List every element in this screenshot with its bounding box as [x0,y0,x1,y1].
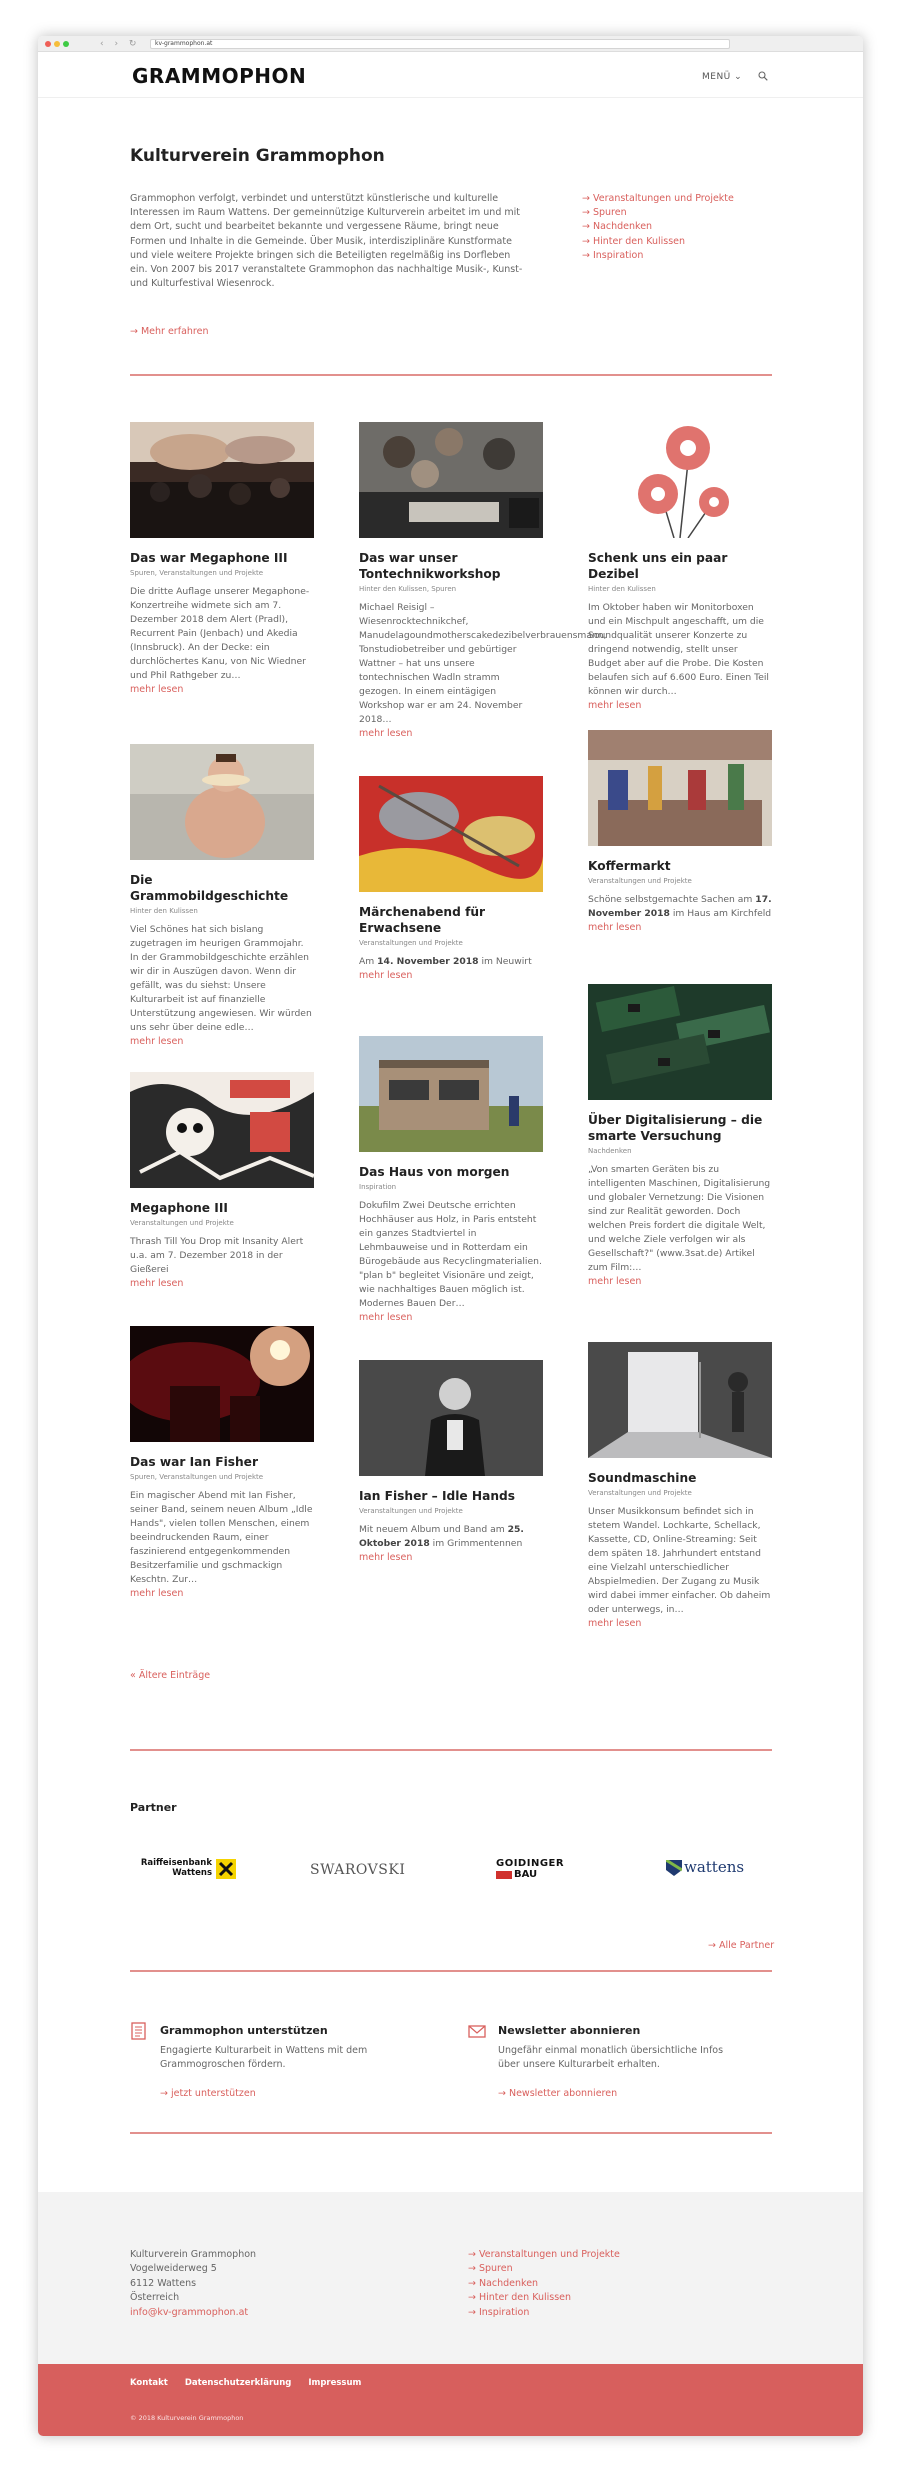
bottom-bar [38,2364,863,2436]
post-meta[interactable]: Veranstaltungen und Projekte [359,1507,463,1515]
post-card [359,422,607,741]
address-line: Vogelweiderweg 5 [130,2263,217,2275]
read-more-link[interactable]: mehr lesen [588,1618,642,1629]
post-title[interactable]: Das war Ian Fisher [130,1455,258,1469]
newsletter-abonnieren-link[interactable]: → Newsletter abonnieren [498,2088,618,2099]
browser-chrome [38,36,863,52]
post-meta[interactable]: Hinter den Kulissen [130,907,198,915]
post-excerpt: Im Oktober haben wir Monitorboxen und ein Mischpult angeschafft, um die Soundqualität unserer Konzerte zu dringend notwendig, stellt unser Budget aber auf die Probe. Die Kosten belaufen sich auf 6.600 Euro. Einen Teil können wir durch… [588,602,769,697]
post-meta[interactable]: Inspiration [359,1183,397,1191]
post-card [588,1342,772,1631]
post-thumbnail[interactable] [588,1342,772,1458]
envelope-icon [468,2022,486,2040]
minimize-window-icon[interactable] [54,41,60,47]
post-excerpt: Am 14. November 2018 im Neuwirt [359,956,532,967]
page-title: Kulturverein Grammophon [130,146,385,166]
divider [130,1749,772,1751]
divider [130,1970,772,1972]
post-thumbnail[interactable] [588,422,772,538]
post-card [588,422,772,713]
footer-link[interactable]: → Nachdenken [468,2277,539,2289]
post-thumbnail[interactable] [130,1326,314,1442]
post-thumbnail[interactable] [359,776,543,892]
post-thumbnail[interactable] [130,422,314,538]
partner-logo-goidinger[interactable] [496,1858,596,1884]
post-title[interactable]: Das war unser Tontechnikworkshop [359,551,501,581]
read-more-link[interactable]: mehr lesen [588,1276,642,1287]
post-title[interactable]: Schenk uns ein paar Dezibel [588,551,728,581]
post-thumbnail[interactable] [130,1072,314,1188]
post-title[interactable]: Märchenabend für Erwachsene [359,905,486,935]
post-meta[interactable]: Veranstaltungen und Projekte [130,1219,234,1227]
divider [130,2132,772,2134]
wattens-shield-icon [666,1860,682,1876]
post-thumbnail[interactable] [359,1036,543,1152]
post-meta[interactable]: Hinter den Kulissen, Spuren [359,585,457,593]
datenschutz-link[interactable]: Datenschutzerklärung [184,2378,292,2388]
search-icon[interactable] [758,71,768,81]
post-excerpt: Die dritte Auflage unserer Megaphone-Konzertreihe widmete sich am 7. Dezember 2018 dem Alert (Pradl), Recurrent Pain (Jenbach) und Akedia (Innsbruck). An der Decke: ein durchlöchertes Kanu, von Nic Wiedner und Phil Rathgeber zu… [130,586,310,681]
post-title[interactable]: Das Haus von morgen [359,1165,510,1179]
read-more-link[interactable]: mehr lesen [359,728,413,739]
cta-text: Ungefähr einmal monatlich übersichtliche Infos über unsere Kulturarbeit erhalten. [498,2045,724,2070]
address-line: 6112 Wattens [130,2277,197,2289]
post-card [130,744,314,1049]
email-link[interactable]: info@kv-grammophon.at [130,2306,249,2318]
read-more-link[interactable]: mehr lesen [588,922,642,933]
browser-window [38,36,863,2436]
post-thumbnail[interactable] [359,422,543,538]
post-excerpt: „Von smarten Geräten bis zu intelligenten Maschinen, Digitalisierung und globaler Vernetzung: Die Visionen sind zur Realität geworden. Doch welchen Preis fordert die digitale Welt, und welche Ziele verfolgen wir als Gesellschaft?" (www.3sat.de) Artikel zum Film:… [588,1164,771,1273]
post-meta[interactable]: Veranstaltungen und Projekte [359,939,463,947]
copyright: © 2018 Kulturverein Grammophon [130,2414,244,2422]
footer-category-links [468,2248,620,2320]
partner-logo-raiffeisen[interactable] [130,1858,250,1884]
footer-link[interactable]: → Spuren [468,2263,513,2275]
post-title[interactable]: Megaphone III [130,1201,228,1215]
category-link[interactable]: → Veranstaltungen und Projekte [582,193,734,204]
post-title[interactable]: Ian Fisher – Idle Hands [359,1489,515,1503]
address-line: Österreich [130,2292,180,2304]
raiffeisen-logo-text: Raiffeisenbank [140,1858,212,1868]
goidinger-flag-icon [496,1871,512,1879]
partner-logo-swarovski[interactable]: SWAROVSKI [310,1862,406,1878]
partner-heading: Partner [130,1801,177,1814]
post-meta[interactable]: Spuren, Veranstaltungen und Projekte [130,1473,264,1481]
post-card [359,1360,543,1565]
site-header [38,52,863,98]
post-card [359,776,543,983]
footer-link[interactable]: → Inspiration [468,2306,530,2318]
post-excerpt: Thrash Till You Drop mit Insanity Alert u.a. am 7. Dezember 2018 in der Gießerei [130,1236,304,1275]
post-title[interactable]: Soundmaschine [588,1471,697,1485]
menu-button[interactable] [702,72,742,82]
cta-text: Engagierte Kulturarbeit in Wattens mit dem Grammogroschen fördern. [160,2045,368,2070]
post-meta[interactable]: Spuren, Veranstaltungen und Projekte [130,569,264,577]
post-excerpt: Ein magischer Abend mit Ian Fisher, seiner Band, seinem neuen Album „Idle Hands", vielen tollen Menschen, einem beeindruckenden Raum, einer faszinierend entgegenkommenden Besitzerfamilie und gschmackign Keschtn. Zur… [130,1490,313,1585]
footer-link[interactable]: → Hinter den Kulissen [468,2292,572,2304]
goidinger-logo-text: GOIDINGER [496,1858,565,1869]
footer-link[interactable]: → Veranstaltungen und Projekte [468,2249,620,2260]
post-thumbnail[interactable] [588,730,772,846]
post-title[interactable]: Die Grammobildgeschichte [130,873,289,903]
cta-title: Newsletter abonnieren [498,2024,641,2037]
post-card [359,1036,543,1325]
raiffeisen-cross-icon [216,1859,236,1879]
category-link[interactable]: → Spuren [582,207,627,219]
chevron-down-icon: ⌄ [734,72,743,82]
mehr-erfahren-link[interactable]: → Mehr erfahren [130,326,209,337]
post-thumbnail[interactable] [359,1360,543,1476]
partner-logo-wattens[interactable] [666,1858,776,1884]
alle-partner-link[interactable]: → Alle Partner [708,1940,775,1951]
older-entries-link[interactable]: « Ältere Einträge [130,1670,211,1681]
read-more-link[interactable]: mehr lesen [130,1588,184,1599]
close-window-icon[interactable] [45,41,51,47]
post-card [130,1326,314,1601]
post-excerpt: Dokufilm Zwei Deutsche errichten Hochhäuser aus Holz, in Paris entsteht ein ganzes Stadtviertel in Lehmbauweise und in Rotterdam ein Bürogebäude aus Recyclingmaterialien. "plan b" begleitet Visionäre und zeigt, wie nachhaltiges Bauen möglich ist. Modernes Bauen Der… [359,1200,542,1309]
site-logo[interactable]: GRAMMOPHON [132,64,307,88]
raiffeisen-logo-text: Wattens [172,1868,212,1878]
footer-address [130,2248,256,2320]
jetzt-unterstuetzen-link[interactable]: → jetzt unterstützen [160,2088,256,2099]
post-card [130,422,314,697]
category-link[interactable]: → Hinter den Kulissen [582,235,686,247]
post-thumbnail[interactable] [130,744,314,860]
browser-nav-icons[interactable]: ‹ › ↻ [100,39,141,49]
read-more-link[interactable]: mehr lesen [588,700,642,711]
post-card [588,730,772,935]
read-more-link[interactable]: mehr lesen [359,970,413,981]
post-title[interactable]: Das war Megaphone III [130,551,288,565]
post-meta[interactable]: Veranstaltungen und Projekte [588,877,692,885]
post-title[interactable]: Koffermarkt [588,859,671,873]
cta-title: Grammophon unterstützen [160,2024,328,2037]
read-more-link[interactable]: mehr lesen [130,1036,184,1047]
category-link[interactable]: → Nachdenken [582,221,653,233]
maximize-window-icon[interactable] [63,41,69,47]
menu-label: MENÜ [702,72,731,82]
post-title[interactable]: Über Digitalisierung – die smarte Versuchung [588,1113,763,1143]
post-excerpt: Unser Musikkonsum befindet sich in stetem Wandel. Lochkarte, Schellack, Kassette, CD, Online-Streaming: Seit dem späten 18. Jahrhundert entstand eine Vielzahl unterschiedlicher Abspielmedien. Der Zugang zu Musik wird dabei immer einfacher. Ob daheim oder unterwegs, in… [588,1506,771,1615]
goidinger-logo-text: BAU [514,1869,538,1880]
category-links [582,192,734,263]
site-footer [38,2192,863,2364]
divider [130,374,772,376]
post-card [588,984,772,1289]
intro-text: Grammophon verfolgt, verbindet und unterstützt künstlerische und kulturelle Interessen im Raum Wattens. Der gemeinnützige Kulturverein arbeitet im und mit dem Ort, sucht und bearbeitet bekannte und vergessene Räume, bringt neue Formen und Inhalte in die Gemeinde. Über Musik, interdisziplinäre Kunstformate und viele weitere Projekte bringen sich die Beteiligten regelmäßig ins Dorfleben ein. Von 2007 bis 2017 veranstaltete Grammophon das nachhaltige Musik-, Kunst- und Kulturfestival Wiesenrock. [130,193,523,290]
category-link[interactable]: → Inspiration [582,249,644,261]
legal-links [130,2378,375,2388]
post-card [130,1072,314,1291]
post-excerpt: Michael Reisigl – Wiesenrocktechnikchef, Manudelagoundmotherscakedezibelverbrauensmann, Tonstudiobetreiber und gebürtiger Wattner – hat uns unsere tontechnischen Wadln stramm gezogen. In einem eintägigen Workshop war er am 24. November 2018… [359,602,607,725]
post-meta[interactable]: Hinter den Kulissen [588,585,656,593]
kontakt-link[interactable]: Kontakt [130,2378,168,2388]
post-excerpt: Schöne selbstgemachte Sachen am 17. November 2018 im Haus am Kirchfeld [588,894,772,919]
impressum-link[interactable]: Impressum [308,2378,362,2388]
post-excerpt: Viel Schönes hat sich bislang zugetragen im heurigen Grammojahr. In der Grammobildgeschichte erzählen wir dir in Auszügen davon. Wenn dir gefällt, was du siehst: Unsere Kulturarbeit ist auf finanzielle Unterstützung angewiesen. Wir würden uns sehr über deine edle… [130,924,312,1033]
address-bar[interactable]: kv-grammophon.at [150,39,730,49]
document-icon [130,2022,148,2040]
post-excerpt: Mit neuem Album und Band am 25. Oktober 2018 im Grimmentennen [359,1524,524,1549]
read-more-link[interactable]: mehr lesen [359,1552,413,1563]
read-more-link[interactable]: mehr lesen [130,684,184,695]
read-more-link[interactable]: mehr lesen [359,1312,413,1323]
read-more-link[interactable]: mehr lesen [130,1278,184,1289]
post-thumbnail[interactable] [588,984,772,1100]
post-meta[interactable]: Veranstaltungen und Projekte [588,1489,692,1497]
wattens-logo-text: wattens [684,1858,745,1876]
post-meta[interactable]: Nachdenken [588,1147,632,1155]
address-line: Kulturverein Grammophon [130,2249,257,2260]
